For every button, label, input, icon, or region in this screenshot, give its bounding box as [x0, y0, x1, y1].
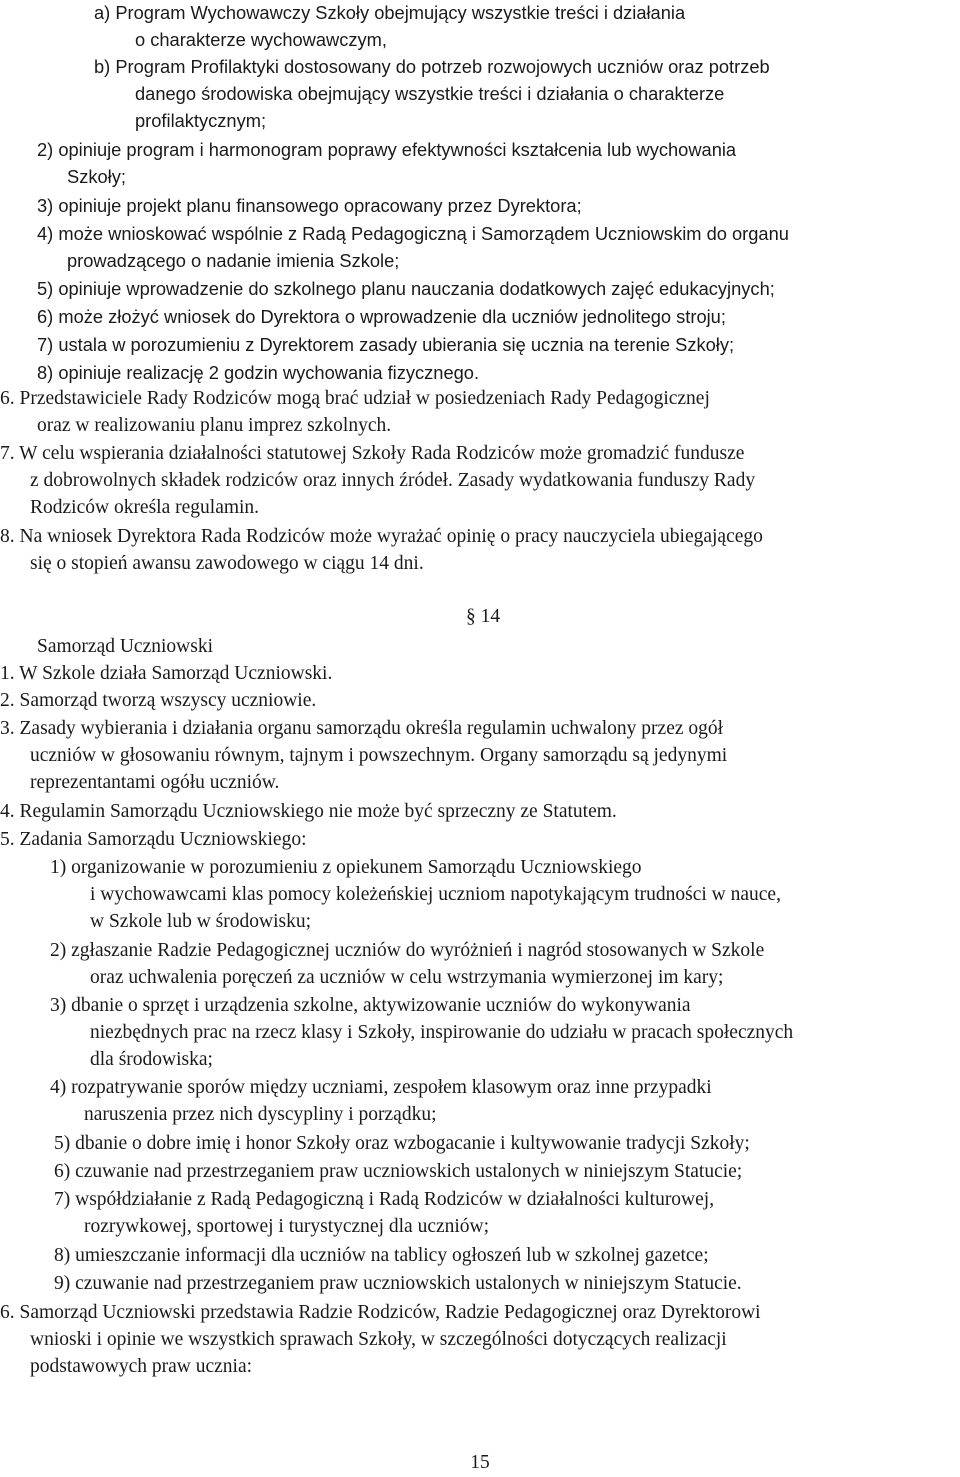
text-line: a) Program Wychowawczy Szkoły obejmujący wszystkie treści i działania: [94, 2, 686, 23]
text-line: 8. Na wniosek Dyrektora Rada Rodziców może wyrażać opinię o pracy nauczyciela ubiegającego: [0, 526, 763, 547]
text-line: rozrywkowej, sportowej i turystycznej dla uczniów;: [84, 1216, 490, 1237]
text-line: 2) opiniuje program i harmonogram poprawy efektywności kształcenia lub wychowania: [37, 139, 737, 160]
text-line: 9) czuwanie nad przestrzeganiem praw uczniowskich ustalonych w niniejszym Statucie.: [54, 1273, 742, 1294]
text-line: podstawowych praw ucznia:: [30, 1356, 253, 1377]
text-line: 2) zgłaszanie Radzie Pedagogicznej uczniów do wyróżnień i nagród stosowanych w Szkole: [50, 940, 765, 961]
text-line: profilaktycznym;: [135, 110, 267, 131]
text-line: b) Program Profilaktyki dostosowany do potrzeb rozwojowych uczniów oraz potrzeb: [94, 56, 770, 77]
text-line: Szkoły;: [67, 166, 126, 187]
text-line: 4. Regulamin Samorządu Uczniowskiego nie może być sprzeczny ze Statutem.: [0, 801, 617, 822]
page-number: 15: [470, 1452, 490, 1473]
text-line: 6) czuwanie nad przestrzeganiem praw uczniowskich ustalonych w niniejszym Statucie;: [54, 1161, 743, 1182]
text-line: 7. W celu wspierania działalności statutowej Szkoły Rada Rodziców może gromadzić fundusze: [0, 443, 745, 464]
text-line: 3. Zasady wybierania i działania organu samorządu określa regulamin uchwalony przez ogół: [0, 718, 724, 739]
text-line: o charakterze wychowawczym,: [135, 29, 387, 50]
text-line: 3) opiniuje projekt planu finansowego opracowany przez Dyrektora;: [37, 195, 582, 216]
text-line: z dobrowolnych składek rodziców oraz innych źródeł. Zasady wydatkowania funduszy Rady: [30, 470, 756, 491]
text-line: 1. W Szkole działa Samorząd Uczniowski.: [0, 663, 333, 684]
text-line: oraz w realizowaniu planu imprez szkolnych.: [37, 415, 392, 436]
text-line: 4) rozpatrywanie sporów między uczniami, zespołem klasowym oraz inne przypadki: [50, 1077, 712, 1098]
text-line: 5. Zadania Samorządu Uczniowskiego:: [0, 829, 307, 850]
text-line: dla środowiska;: [90, 1049, 213, 1070]
text-line: naruszenia przez nich dyscypliny i porządku;: [84, 1104, 437, 1125]
text-line: 4) może wnioskować wspólnie z Radą Pedagogiczną i Samorządem Uczniowskim do organu: [37, 223, 789, 244]
text-line: 8) opiniuje realizację 2 godzin wychowania fizycznego.: [37, 362, 480, 383]
text-line: w Szkole lub w środowisku;: [90, 911, 311, 932]
text-line: niezbędnych prac na rzecz klasy i Szkoły, inspirowanie do udziału w pracach społecznych: [90, 1022, 794, 1043]
text-line: 7) współdziałanie z Radą Pedagogiczną i Radą Rodziców w działalności kulturowej,: [54, 1189, 715, 1210]
text-line: 2. Samorząd tworzą wszyscy uczniowie.: [0, 690, 317, 711]
text-line: 5) opiniuje wprowadzenie do szkolnego planu nauczania dodatkowych zajęć edukacyjnych;: [37, 278, 775, 299]
text-line: 3) dbanie o sprzęt i urządzenia szkolne, aktywizowanie uczniów do wykonywania: [50, 995, 691, 1016]
text-line: 1) organizowanie w porozumieniu z opiekunem Samorządu Uczniowskiego: [50, 857, 642, 878]
text-line: wnioski i opinie we wszystkich sprawach Szkoły, w szczególności dotyczących realizacji: [30, 1329, 727, 1350]
text-line: 6) może złożyć wniosek do Dyrektora o wprowadzenie dla uczniów jednolitego stroju;: [37, 306, 726, 327]
text-line: oraz uchwalenia poręczeń za uczniów w celu wstrzymania wymierzonej im kary;: [90, 967, 724, 988]
text-line: się o stopień awansu zawodowego w ciągu 14 dni.: [30, 553, 424, 574]
text-line: Samorząd Uczniowski: [37, 636, 213, 657]
text-line: 5) dbanie o dobre imię i honor Szkoły oraz wzbogacanie i kultywowanie tradycji Szkoły;: [54, 1133, 750, 1154]
text-line: Rodziców określa regulamin.: [30, 497, 260, 518]
section-heading: § 14: [466, 606, 501, 627]
text-line: prowadzącego o nadanie imienia Szkole;: [67, 250, 400, 271]
text-line: i wychowawcami klas pomocy koleżeńskiej uczniom napotykającym trudności w nauce,: [90, 884, 781, 905]
text-line: 6. Przedstawiciele Rady Rodziców mogą brać udział w posiedzeniach Rady Pedagogicznej: [0, 388, 710, 409]
text-line: 7) ustala w porozumieniu z Dyrektorem zasady ubierania się ucznia na terenie Szkoły;: [37, 334, 735, 355]
text-line: 6. Samorząd Uczniowski przedstawia Radzie Rodziców, Radzie Pedagogicznej oraz Dyrektorowi: [0, 1302, 761, 1323]
text-line: 8) umieszczanie informacji dla uczniów na tablicy ogłoszeń lub w szkolnej gazetce;: [54, 1245, 709, 1266]
text-line: reprezentantami ogółu uczniów.: [30, 772, 280, 793]
text-line: uczniów w głosowaniu równym, tajnym i powszechnym. Organy samorządu są jedynymi: [30, 745, 728, 766]
text-line: danego środowiska obejmujący wszystkie treści i działania o charakterze: [135, 83, 725, 104]
